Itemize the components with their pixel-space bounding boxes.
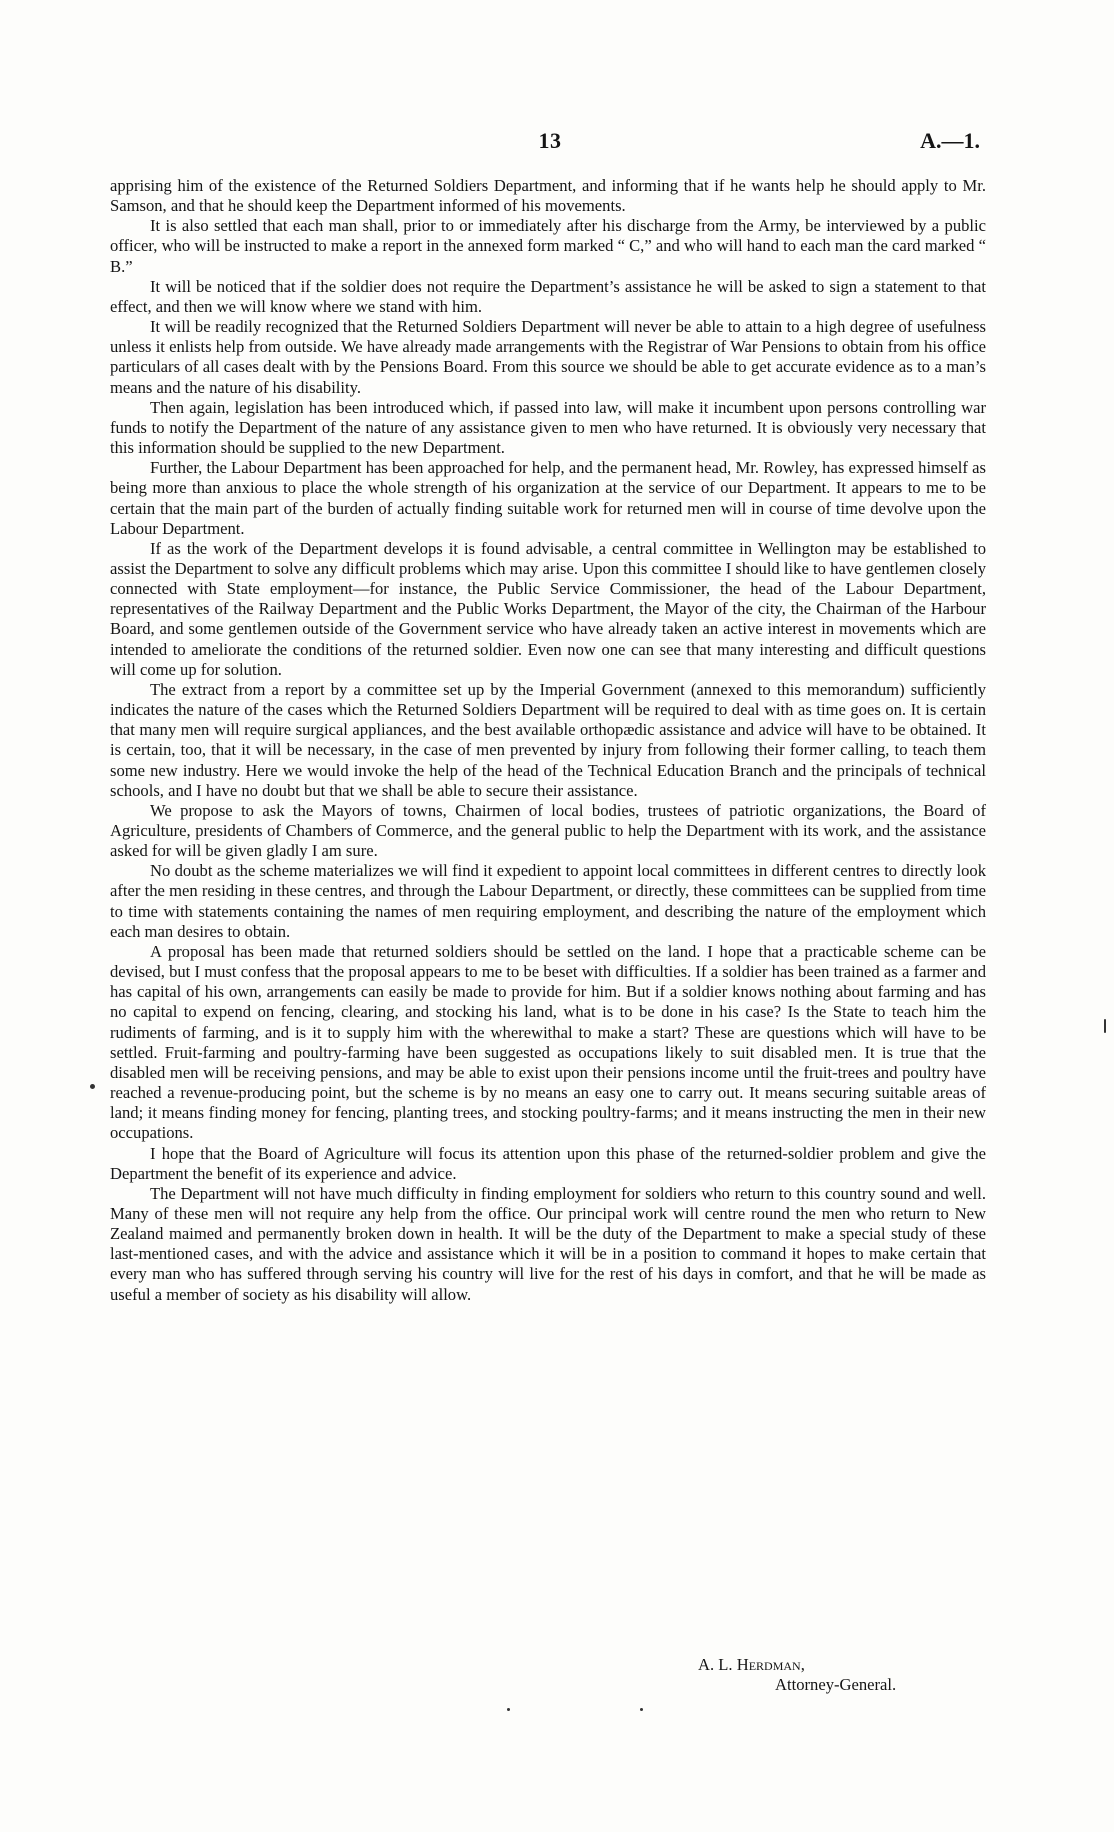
page-header	[110, 128, 990, 162]
scan-speck	[90, 1084, 95, 1089]
paragraph: apprising him of the existence of the Returned Soldiers Department, and informing that if he wants help he should apply to Mr. Samson, and that he should keep the Department informed of his movements.	[110, 176, 986, 216]
paragraph: It will be readily recognized that the Returned Soldiers Department will never be able to attain to a high degree of usefulness unless it enlists help from outside. We have already made arrangements with the Registrar of War Pensions to obtain from his office particulars of all cases dealt with by the Pensions Board. From this source we should be able to get accurate evidence as to a man’s means and the nature of his disability.	[110, 317, 986, 397]
paragraph: No doubt as the scheme materializes we will find it expedient to appoint local committees in different centres to directly look after the men residing in these centres, and through the Labour Department, or directly, these committees can be supplied from time to time with statements containing the names of men requiring employment, and describing the nature of the employment which each man desires to obtain.	[110, 861, 986, 941]
paragraph: It is also settled that each man shall, prior to or immediately after his discharge from the Army, be interviewed by a public officer, who will be instructed to make a report in the annexed form marked “ C,” and who will hand to each man the card marked “ B.”	[110, 216, 986, 276]
scan-speck	[1104, 1019, 1106, 1033]
scan-speck	[640, 1708, 643, 1711]
paragraph: We propose to ask the Mayors of towns, Chairmen of local bodies, trustees of patriotic organizations, the Board of Agriculture, presidents of Chambers of Commerce, and the general public to help the Department with its work, and the assistance asked for will be given gladly I am sure.	[110, 800, 986, 861]
paragraph: The Department will not have much difficulty in finding employment for soldiers who return to this country sound and well. Many of these men will not require any help from the office. Our principal work will centre round the men who return to New Zealand maimed and permanently broken down in health. It will be the duty of the Department to make a special study of these last-mentioned cases, and with the advice and assistance which it will be in a position to command it hopes to make certain that every man who has suffered through serving his country will live for the rest of his days in comfort, and that he will be made as useful a member of society as his disability will allow.	[110, 1183, 986, 1304]
signature-block	[690, 1655, 950, 1695]
series-reference: A.—1.	[920, 128, 980, 153]
paragraph: It will be noticed that if the soldier does not require the Department’s assistance he will be asked to sign a statement to that effect, and then we will know where we stand with him.	[110, 276, 986, 316]
paragraph: I hope that the Board of Agriculture will focus its attention upon this phase of the returned-soldier problem and give the Department the benefit of its experience and advice.	[110, 1143, 986, 1183]
paragraph: If as the work of the Department develops it is found advisable, a central committee in Wellington may be established to assist the Department to solve any difficult problems which may arise. Upon this committee I should like to have gentlemen closely connected with State employment—for instance, the Public Service Commissioner, the head of the Labour Department, representatives of the Railway Department and the Public Works Department, the Mayor of the city, the Chairman of the Harbour Board, and some gentlemen outside of the Government service who have already taken an active interest in movements which are intended to ameliorate the conditions of the returned soldier. Even now one can see that many interesting and difficult questions will come up for solution.	[110, 538, 986, 679]
memorandum-body	[110, 176, 986, 1305]
paragraph: A proposal has been made that returned soldiers should be settled on the land. I hope that a practicable scheme can be devised, but I must confess that the proposal appears to me to be beset with difficulties. If a soldier has been trained as a farmer and has capital of his own, arrangements can easily be made to provide for him. But if a soldier knows nothing about farming and has no capital to expend on fencing, clearing, and stocking his land, what is to be done in his case? Is the State to teach him the rudiments of farming, and is it to supply him with the wherewithal to make a start? These are questions which will have to be settled. Fruit-farming and poultry-farming have been suggested as occupations likely to suit disabled men. It is true that the disabled men will be receiving pensions, and may be able to exist upon their pensions income until the fruit-trees and poultry have reached a revenue-producing point, but the scheme is by no means an easy one to carry out. It means securing suitable areas of land; it means finding money for fencing, planting trees, and stocking poultry-farms; and it means instructing the men in their new occupations.	[110, 941, 986, 1143]
signatory-title: Attorney-General.	[775, 1675, 897, 1695]
paragraph: The extract from a report by a committee set up by the Imperial Government (annexed to this memorandum) sufficiently indicates the nature of the cases which the Returned Soldiers Department will be required to deal with as time goes on. It is certain that many men will require surgical appliances, and the best available orthopædic assistance and advice will have to be obtained. It is certain, too, that it will be necessary, in the case of men prevented by injury from following their former calling, to teach them some new industry. Here we would invoke the help of the head of the Technical Education Branch and the principals of technical schools, and I have no doubt but that we shall be able to secure their assistance.	[110, 679, 986, 800]
signatory-name: A. L. Herdman,	[698, 1655, 805, 1674]
paragraph: Then again, legislation has been introduced which, if passed into law, will make it incumbent upon persons controlling war funds to notify the Department of the nature of any assistance given to men who have returned. It is obviously very necessary that this information should be supplied to the new Department.	[110, 397, 986, 458]
page-number: 13	[538, 128, 562, 153]
paragraph: Further, the Labour Department has been approached for help, and the permanent head, Mr. Rowley, has expressed himself as being more than anxious to place the whole strength of his organization at the service of our Department. It appears to me to be certain that the main part of the burden of actually finding suitable work for returned men will in course of time devolve upon the Labour Department.	[110, 458, 986, 538]
scan-speck	[507, 1708, 510, 1711]
